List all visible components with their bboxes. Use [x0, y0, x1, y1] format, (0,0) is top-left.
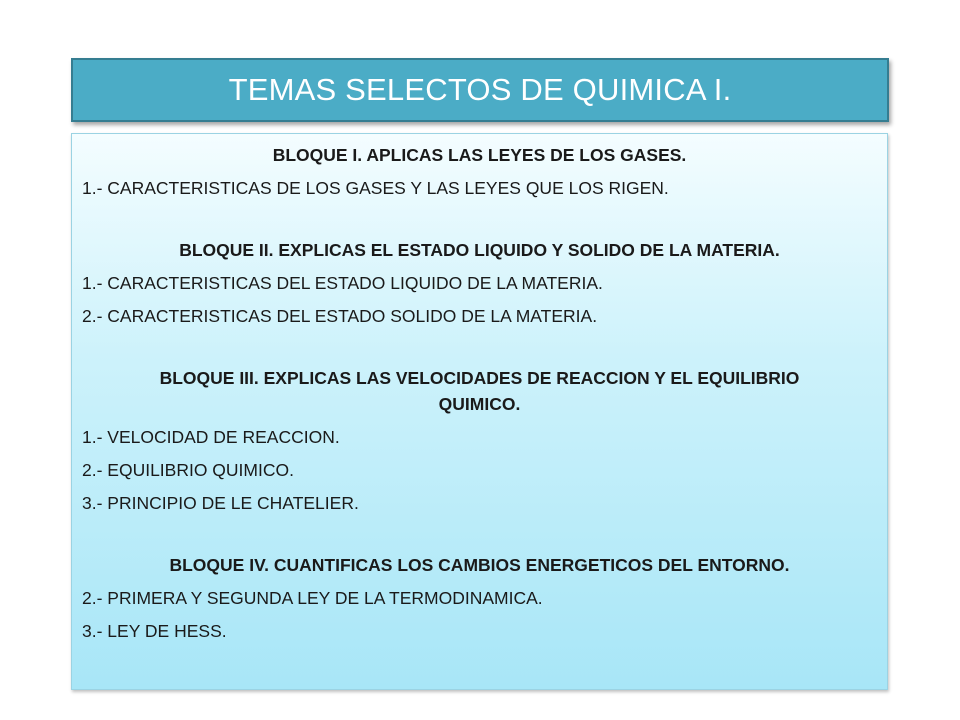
- block-heading: BLOQUE IV. CUANTIFICAS LOS CAMBIOS ENERGETICOS DEL ENTORNO.: [169, 555, 790, 575]
- block-1: [82, 142, 877, 201]
- list-item: 2.- PRIMERA Y SEGUNDA LEY DE LA TERMODINAMICA.: [82, 588, 543, 608]
- title-bar: [71, 58, 889, 122]
- block-heading: BLOQUE II. EXPLICAS EL ESTADO LIQUIDO Y SOLIDO DE LA MATERIA.: [179, 240, 780, 260]
- block-heading-line1: BLOQUE III. EXPLICAS LAS VELOCIDADES DE REACCION Y EL EQUILIBRIO: [159, 368, 800, 388]
- list-item: 1.- VELOCIDAD DE REACCION.: [82, 427, 340, 447]
- list-item: 1.- CARACTERISTICAS DEL ESTADO LIQUIDO DE LA MATERIA.: [82, 273, 603, 293]
- block-2: [82, 237, 877, 329]
- content-box: [71, 133, 888, 690]
- page-title: TEMAS SELECTOS DE QUIMICA I.: [228, 72, 732, 107]
- block-3: [82, 365, 877, 516]
- list-item: 1.- CARACTERISTICAS DE LOS GASES Y LAS LEYES QUE LOS RIGEN.: [82, 178, 669, 198]
- list-item: 2.- EQUILIBRIO QUIMICO.: [82, 460, 294, 480]
- list-item: 3.- PRINCIPIO DE LE CHATELIER.: [82, 493, 359, 513]
- block-4: [82, 552, 877, 644]
- list-item: 2.- CARACTERISTICAS DEL ESTADO SOLIDO DE LA MATERIA.: [82, 306, 598, 326]
- list-item: 3.- LEY DE HESS.: [82, 621, 227, 641]
- block-heading-line2: QUIMICO.: [438, 394, 521, 414]
- block-heading: BLOQUE I. APLICAS LAS LEYES DE LOS GASES.: [272, 145, 687, 165]
